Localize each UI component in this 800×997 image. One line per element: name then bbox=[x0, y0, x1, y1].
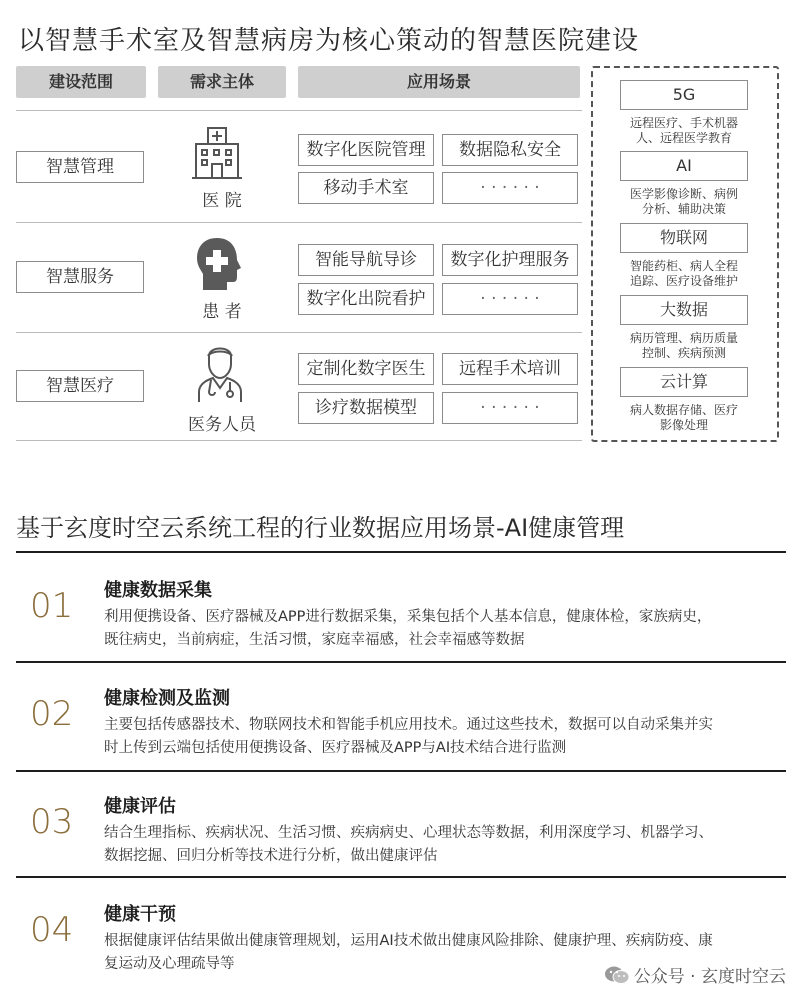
item-description: 主要包括传感器技术、物联网技术和智能手机应用技术。通过这些技术，数据可以自动采集并实 时上传到云端包括使用便携设备、医疗器械及APP与AI技术结合进行监测 bbox=[104, 717, 713, 756]
scope-smart-management: 智慧管理 bbox=[16, 151, 144, 183]
hospital-icon bbox=[192, 126, 242, 182]
tech-big-data-desc: 病历管理、病历质量 控制、疾病预测 bbox=[629, 331, 738, 360]
app-digital-nursing: 数字化护理服务 bbox=[442, 244, 578, 276]
tech-cloud: 云计算 bbox=[620, 367, 748, 397]
tech-5g: 5G bbox=[620, 80, 748, 110]
row-divider bbox=[16, 110, 582, 111]
app-mobile-operating-room: 移动手术室 bbox=[298, 172, 434, 204]
item-description: 结合生理指标、疾病状况、生活习惯、疾病病史、心理状态等数据，利用深度学习、机器学习、 数据挖掘、回归分析等技术进行分析，做出健康评估 bbox=[104, 825, 713, 864]
row-divider bbox=[16, 440, 582, 441]
tech-big-data: 大数据 bbox=[620, 295, 748, 325]
watermark-text: 公众号 · 玄度时空云 bbox=[633, 967, 786, 987]
app-smart-navigation: 智能导航导诊 bbox=[298, 244, 434, 276]
app-digital-hospital-management: 数字化医院管理 bbox=[298, 134, 434, 166]
item-number: 01 bbox=[30, 586, 74, 626]
scope-smart-medical: 智慧医疗 bbox=[16, 370, 144, 402]
patient-head-icon bbox=[193, 236, 243, 292]
app-more-ellipsis: · · · · · · bbox=[442, 172, 578, 204]
wechat-icon bbox=[604, 965, 630, 990]
section-divider bbox=[16, 551, 786, 553]
item-description: 根据健康评估结果做出健康管理规划，运用AI技术做出健康风险排除、健康护理、疾病防疫、康 复运动及心理疏导等 bbox=[104, 933, 713, 972]
header-scope: 建设范围 bbox=[16, 66, 146, 98]
app-data-privacy-security: 数据隐私安全 bbox=[442, 134, 578, 166]
header-subject: 需求主体 bbox=[158, 66, 286, 98]
item-title: 健康评估 bbox=[104, 796, 176, 817]
tech-iot: 物联网 bbox=[620, 223, 748, 253]
subject-medical-staff: 医务人员 bbox=[188, 415, 256, 435]
app-custom-digital-doctor: 定制化数字医生 bbox=[298, 353, 434, 385]
header-scenarios: 应用场景 bbox=[298, 66, 580, 98]
app-more-ellipsis: · · · · · · bbox=[442, 283, 578, 315]
app-digital-discharge-care: 数字化出院看护 bbox=[298, 283, 434, 315]
app-remote-surgery-training: 远程手术培训 bbox=[442, 353, 578, 385]
scope-smart-service: 智慧服务 bbox=[16, 261, 144, 293]
row-divider bbox=[16, 222, 582, 223]
section-divider bbox=[16, 661, 786, 663]
subject-hospital: 医 院 bbox=[202, 191, 242, 211]
tech-cloud-desc: 病人数据存储、医疗 影像处理 bbox=[629, 403, 738, 432]
app-diagnosis-data-model: 诊疗数据模型 bbox=[298, 392, 434, 424]
tech-5g-desc: 远程医疗、手术机器 人、远程医学教育 bbox=[629, 116, 738, 145]
item-title: 健康干预 bbox=[104, 904, 176, 925]
tech-ai: AI bbox=[620, 151, 748, 181]
tech-ai-desc: 医学影像诊断、病例 分析、辅助决策 bbox=[629, 187, 738, 216]
item-number: 04 bbox=[30, 910, 74, 950]
subject-patient: 患 者 bbox=[202, 302, 242, 322]
doctor-icon bbox=[195, 342, 245, 404]
section1-title: 以智慧手术室及智慧病房为核心策动的智慧医院建设 bbox=[18, 26, 640, 56]
item-number: 02 bbox=[30, 694, 74, 734]
app-more-ellipsis: · · · · · · bbox=[442, 392, 578, 424]
item-number: 03 bbox=[30, 802, 74, 842]
section-divider bbox=[16, 770, 786, 772]
section-divider bbox=[16, 876, 786, 878]
watermark bbox=[604, 962, 786, 990]
item-title: 健康检测及监测 bbox=[104, 688, 230, 709]
item-title: 健康数据采集 bbox=[104, 580, 212, 601]
row-divider bbox=[16, 332, 582, 333]
item-description: 利用便携设备、医疗器械及APP进行数据采集，采集包括个人基本信息，健康体检，家族病史， 既往病史，当前病症，生活习惯，家庭幸福感，社会幸福感等数据 bbox=[104, 609, 712, 648]
tech-iot-desc: 智能药柜、病人全程 追踪、医疗设备维护 bbox=[629, 259, 738, 288]
section2-title: 基于玄度时空云系统工程的行业数据应用场景-AI健康管理 bbox=[16, 514, 625, 542]
